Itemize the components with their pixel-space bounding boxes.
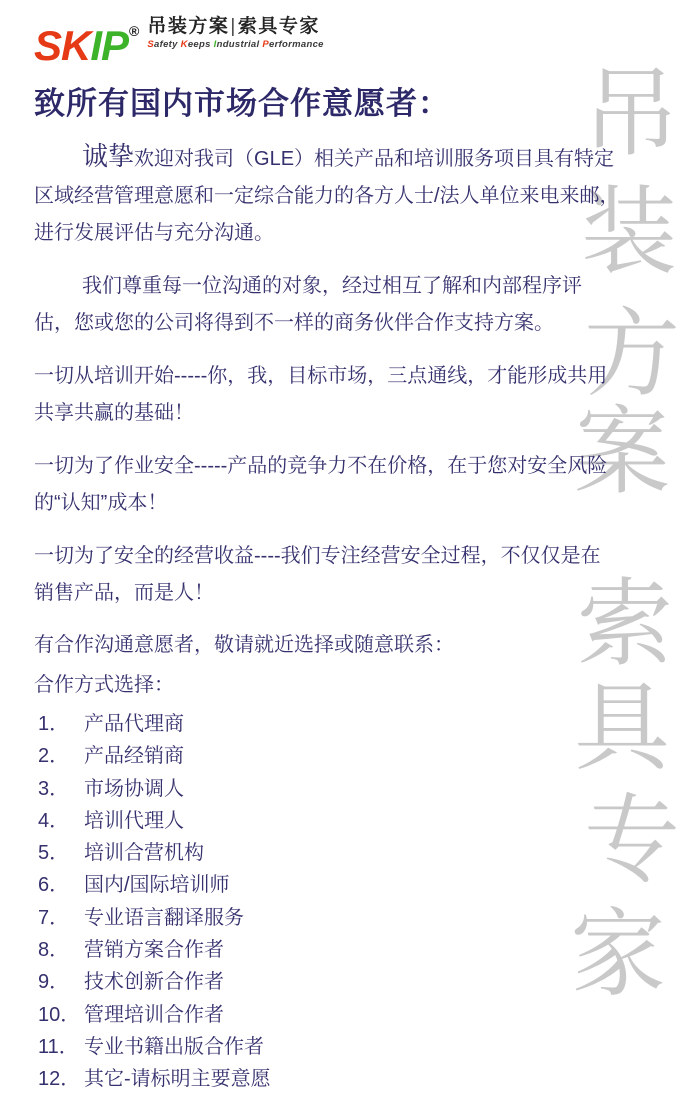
option-number-text: 12 xyxy=(38,1068,61,1091)
skip-logo xyxy=(34,8,139,69)
option-separator: ． xyxy=(49,842,70,865)
option-separator: ． xyxy=(49,713,70,735)
tagline-english xyxy=(147,39,323,50)
cooperation-option-11 xyxy=(38,1031,620,1063)
watermark-char: 索 xyxy=(577,568,673,680)
option-number-text: 7 xyxy=(38,906,50,929)
option-number xyxy=(38,708,84,740)
option-label: 其它-请标明主要意愿 xyxy=(84,1068,271,1091)
option-label: 产品代理商 xyxy=(84,713,184,735)
cooperation-option-4 xyxy=(38,805,620,837)
intro-paragraph-text: 欢迎对我司（GLE）相关产品和培训服务项目具有特定区域经营管理意愿和一定综合能力的各方人士/法人单位来电来邮，进行发展评估与充分沟通。 xyxy=(34,148,620,244)
cooperation-list xyxy=(34,708,620,1096)
tagline-cn-left: 吊装方案 xyxy=(147,16,230,37)
option-number xyxy=(38,934,84,966)
option-label: 管理培训合作者 xyxy=(84,1003,224,1026)
option-number-text: 10 xyxy=(38,1003,61,1026)
option-number xyxy=(38,869,84,901)
tagline-en-initial: S xyxy=(147,39,155,50)
tagline-divider: | xyxy=(230,16,237,37)
intro-lead-word: 诚挚 xyxy=(82,141,135,171)
tagline-en-initial: P xyxy=(262,39,270,50)
watermark-char: 专 xyxy=(584,784,680,896)
option-number xyxy=(38,740,84,772)
tagline-chinese xyxy=(147,17,323,37)
cooperation-option-6 xyxy=(38,869,620,901)
option-label: 市场协调人 xyxy=(84,777,184,800)
business-revenue-paragraph: 一切为了安全的经营收益----我们专注经营安全过程，不仅仅是在销售产品，而是人！ xyxy=(34,545,601,604)
watermark-char: 装 xyxy=(581,176,677,288)
option-number xyxy=(38,773,84,805)
cooperation-option-9 xyxy=(38,966,620,998)
option-separator: ． xyxy=(58,1035,79,1058)
option-label: 产品经销商 xyxy=(84,745,184,768)
option-number-text: 1 xyxy=(38,713,50,735)
cooperation-list-label: 合作方式选择： xyxy=(34,674,174,696)
training-start-paragraph: 一切从培训开始-----你，我，目标市场，三点通线，才能形成共用共享共赢的基础！ xyxy=(34,365,608,424)
tagline-cn-right: 索具专家 xyxy=(237,16,320,37)
brand-taglines xyxy=(147,8,323,50)
option-label: 营销方案合作者 xyxy=(84,939,224,962)
option-separator: ． xyxy=(49,745,70,768)
option-label: 培训代理人 xyxy=(84,809,184,832)
cooperation-option-8 xyxy=(38,934,620,966)
contact-invitation: 有合作沟通意愿者，敬请就近选择或随意联系： xyxy=(34,634,454,656)
registered-trademark-icon: ® xyxy=(129,23,140,39)
work-safety-paragraph: 一切为了作业安全-----产品的竞争力不在价格，在于您对安全风险的“认知”成本！ xyxy=(34,455,608,514)
option-number-text: 2 xyxy=(38,745,50,768)
option-number-text: 11 xyxy=(38,1035,59,1058)
option-number-text: 6 xyxy=(38,874,50,897)
option-separator: ． xyxy=(49,809,70,832)
tagline-en-initial: K xyxy=(180,39,188,50)
brand-header xyxy=(34,8,620,69)
option-separator: ． xyxy=(60,1003,81,1026)
option-separator: ． xyxy=(49,971,70,994)
logo-letters-sk: SK xyxy=(34,22,91,69)
option-separator: ． xyxy=(49,777,70,800)
option-number-text: 3 xyxy=(38,777,50,800)
cooperation-option-5 xyxy=(38,837,620,869)
option-label: 培训合营机构 xyxy=(84,842,204,865)
option-label: 国内/国际培训师 xyxy=(84,874,230,897)
option-number xyxy=(38,966,84,998)
intro-paragraph xyxy=(34,138,620,252)
option-separator: ． xyxy=(49,939,70,962)
tagline-en-initial: I xyxy=(213,39,217,50)
option-number-text: 5 xyxy=(38,842,50,865)
option-number-text: 8 xyxy=(38,939,50,962)
watermark-char: 吊 xyxy=(583,58,679,170)
tagline-en-word: erformance xyxy=(269,39,324,50)
cooperation-option-10 xyxy=(38,999,620,1031)
option-number xyxy=(38,837,84,869)
cooperation-option-3 xyxy=(38,773,620,805)
option-number-text: 4 xyxy=(38,809,50,832)
cooperation-option-7 xyxy=(38,902,620,934)
option-label: 专业书籍出版合作者 xyxy=(84,1035,264,1058)
option-separator: ． xyxy=(60,1068,81,1091)
watermark-char: 案 xyxy=(574,396,670,508)
option-number xyxy=(38,1063,84,1095)
cooperation-option-2 xyxy=(38,740,620,772)
respect-paragraph: 我们尊重每一位沟通的对象，经过相互了解和内部程序评估，您或您的公司将得到不一样的商务伙伴合作支持方案。 xyxy=(34,275,582,334)
watermark-char: 具 xyxy=(574,672,670,784)
option-label: 技术创新合作者 xyxy=(84,971,224,994)
cooperation-option-1 xyxy=(38,708,620,740)
option-label: 专业语言翻译服务 xyxy=(84,906,244,929)
tagline-en-word: ndustrial xyxy=(216,39,260,50)
page-title: 致所有国内市场合作意愿者： xyxy=(34,86,450,121)
watermark-char: 方 xyxy=(584,298,680,410)
watermark-char: 家 xyxy=(570,898,666,1010)
logo-letters-ip: IP xyxy=(90,22,129,69)
option-separator: ． xyxy=(49,874,70,897)
option-number-text: 9 xyxy=(38,971,50,994)
cooperation-option-12 xyxy=(38,1063,620,1095)
tagline-en-word: afety xyxy=(154,39,178,50)
option-number xyxy=(38,902,84,934)
option-number xyxy=(38,1031,84,1063)
option-number xyxy=(38,999,84,1031)
option-separator: ． xyxy=(49,906,70,929)
option-number xyxy=(38,805,84,837)
tagline-en-word: eeps xyxy=(187,39,211,50)
